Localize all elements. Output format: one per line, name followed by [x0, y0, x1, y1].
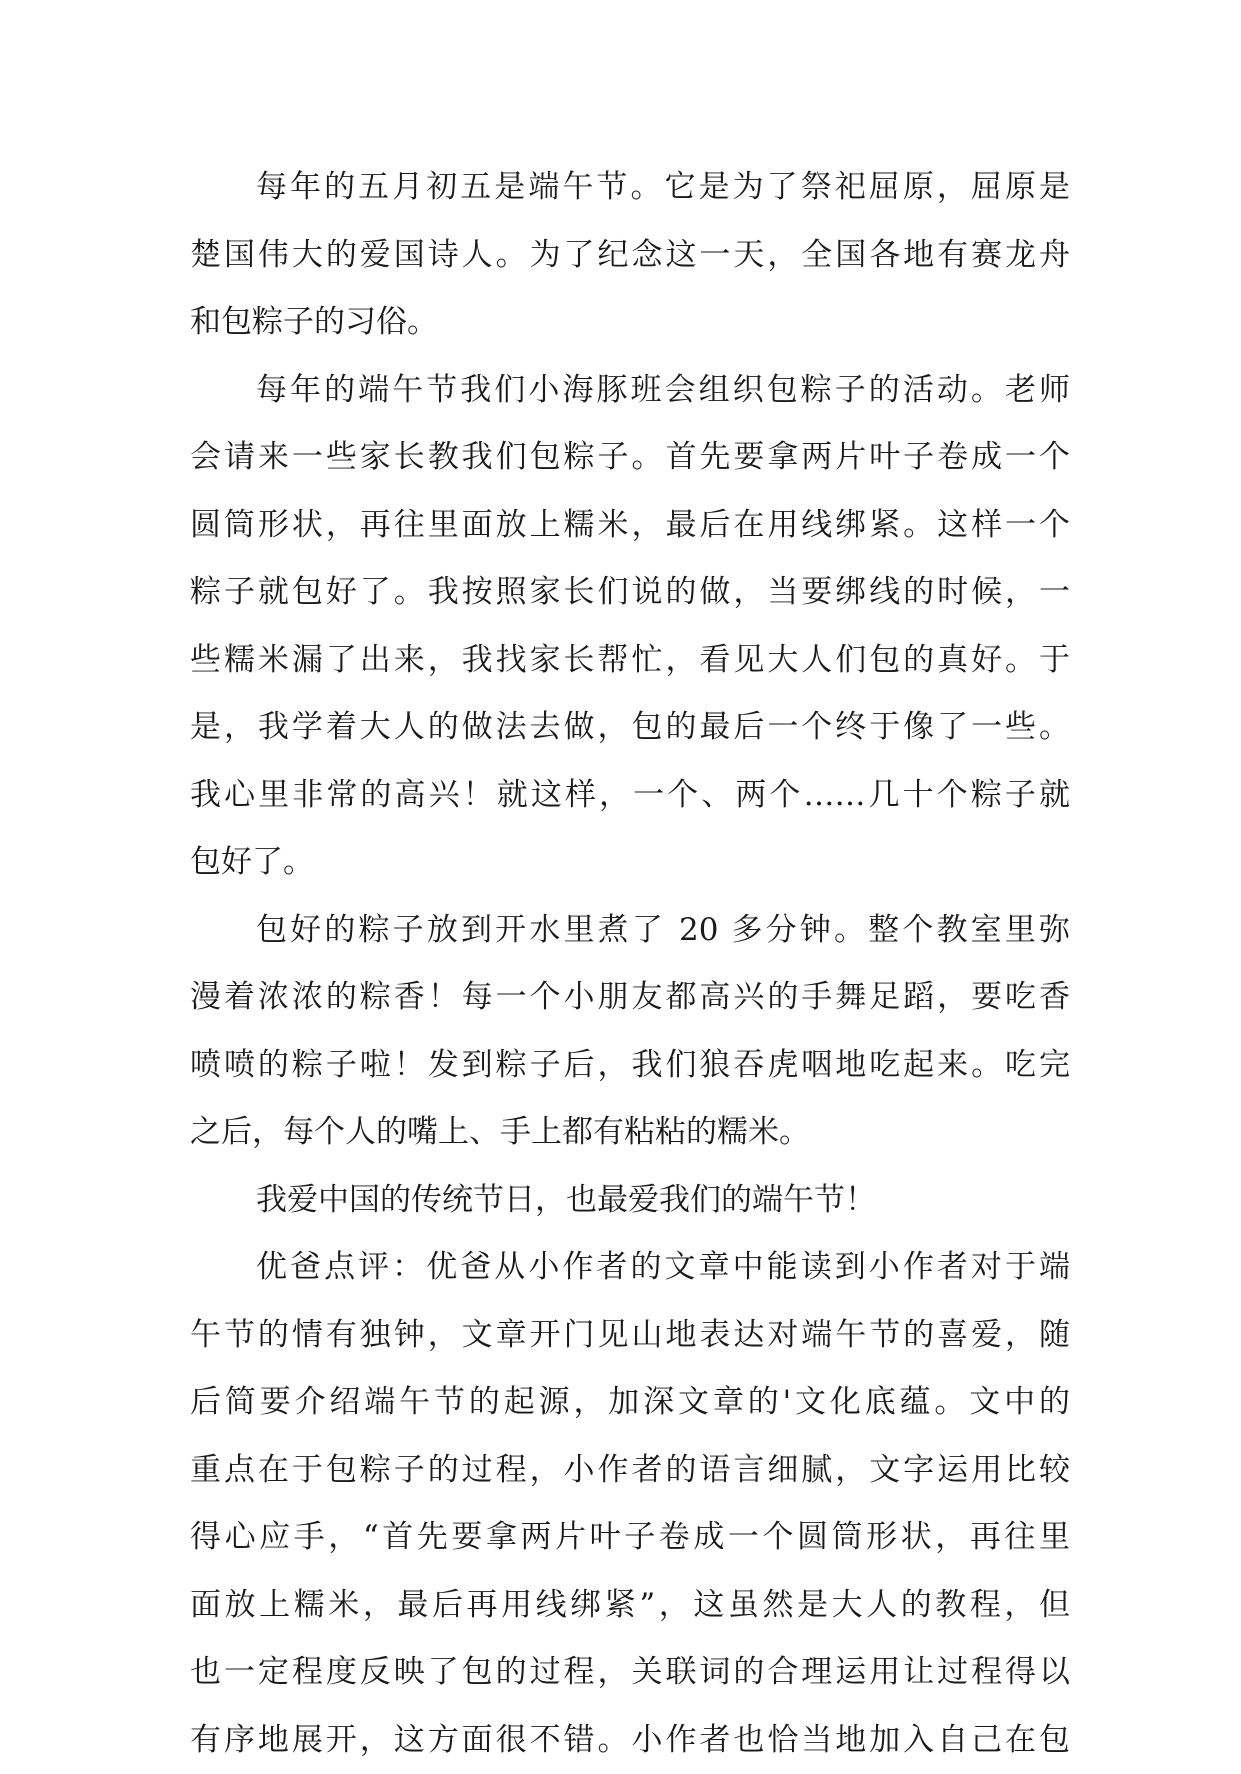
paragraph-4 — [190, 1167, 1070, 1235]
text-line: 和包粽子的习俗。 — [190, 289, 1070, 357]
text-line: 圆筒形状，再往里面放上糯米，最后在用线绑紧。这样一个 — [190, 492, 1070, 560]
text-line: 我心里非常的高兴！就这样，一个、两个……几十个粽子就 — [190, 762, 1070, 830]
text-line: 会请来一些家长教我们包粽子。首先要拿两片叶子卷成一个 — [190, 424, 1070, 492]
text-line: 楚国伟大的爱国诗人。为了纪念这一天，全国各地有赛龙舟 — [190, 222, 1070, 290]
text-line: 后简要介绍端午节的起源，加深文章的'文化底蕴。文中的 — [190, 1369, 1070, 1437]
text-line: 之后，每个人的嘴上、手上都有粘粘的糯米。 — [190, 1099, 1070, 1167]
text-line: 午节的情有独钟，文章开门见山地表达对端午节的喜爱，随 — [190, 1302, 1070, 1370]
document-body — [190, 154, 1070, 1774]
text-line: 粽子就包好了。我按照家长们说的做，当要绑线的时候，一 — [190, 559, 1070, 627]
text-line: 些糯米漏了出来，我找家长帮忙，看见大人们包的真好。于 — [190, 627, 1070, 695]
text-line: 每年的端午节我们小海豚班会组织包粽子的活动。老师 — [190, 357, 1070, 425]
text-line: 喷喷的粽子啦！发到粽子后，我们狼吞虎咽地吃起来。吃完 — [190, 1032, 1070, 1100]
text-line: 得心应手，“首先要拿两片叶子卷成一个圆筒形状，再往里 — [190, 1504, 1070, 1572]
paragraph-1 — [190, 154, 1070, 357]
text-line: 有序地展开，这方面很不错。小作者也恰当地加入自己在包 — [190, 1707, 1070, 1774]
text-line: 优爸点评：优爸从小作者的文章中能读到小作者对于端 — [190, 1234, 1070, 1302]
text-line: 包好了。 — [190, 829, 1070, 897]
paragraph-5 — [190, 1234, 1070, 1774]
text-line: 也一定程度反映了包的过程，关联词的合理运用让过程得以 — [190, 1639, 1070, 1707]
text-line: 是，我学着大人的做法去做，包的最后一个终于像了一些。 — [190, 694, 1070, 762]
paragraph-3 — [190, 897, 1070, 1167]
text-line: 重点在于包粽子的过程，小作者的语言细腻，文字运用比较 — [190, 1437, 1070, 1505]
text-line: 包好的粽子放到开水里煮了 20 多分钟。整个教室里弥 — [190, 897, 1070, 965]
text-line: 每年的五月初五是端午节。它是为了祭祀屈原，屈原是 — [190, 154, 1070, 222]
text-line: 面放上糯米，最后再用线绑紧”，这虽然是大人的教程，但 — [190, 1572, 1070, 1640]
text-line: 漫着浓浓的粽香！每一个小朋友都高兴的手舞足蹈，要吃香 — [190, 964, 1070, 1032]
paragraph-2 — [190, 357, 1070, 897]
text-line: 我爱中国的传统节日，也最爱我们的端午节！ — [190, 1167, 1070, 1235]
